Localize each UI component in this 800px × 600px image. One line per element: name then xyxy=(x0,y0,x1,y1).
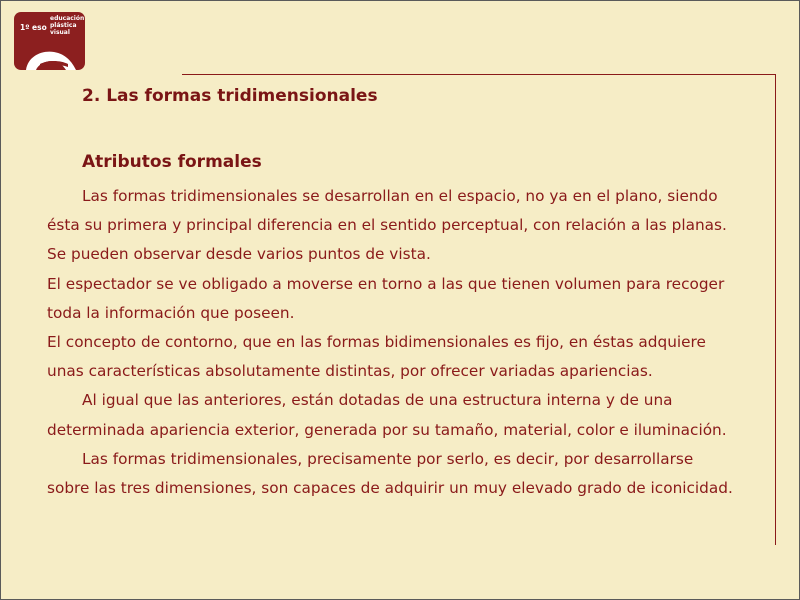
paragraph-line: Al igual que las anteriores, están dotadas de una estructura interna y de una xyxy=(82,391,673,410)
logo-line: visual xyxy=(50,29,70,36)
paragraph-line: El concepto de contorno, que en las formas bidimensionales es fijo, en éstas adquiere xyxy=(47,332,706,351)
paragraph-line: determinada apariencia exterior, generada por su tamaño, material, color e iluminación. xyxy=(47,420,727,439)
body-text xyxy=(47,182,775,503)
paragraph-line: Se pueden observar desde varios puntos de vista. xyxy=(47,245,431,264)
logo-line: plástica xyxy=(50,22,77,29)
paragraph-line: toda la información que poseen. xyxy=(47,303,295,322)
logo-text xyxy=(50,15,84,36)
subsection-title: Atributos formales xyxy=(82,152,262,172)
paragraph-line: ésta su primera y principal diferencia en el sentido perceptual, con relación a las planas. xyxy=(47,216,727,235)
paragraph-line: Las formas tridimensionales se desarrollan en el espacio, no ya en el plano, siendo xyxy=(82,187,718,205)
paragraph-line: sobre las tres dimensiones, son capaces de adquirir un muy elevado grado de iconicidad. xyxy=(47,478,733,497)
top-rule-divider xyxy=(182,74,775,75)
logo-line: educación xyxy=(50,15,85,22)
paragraph-line: unas características absolutamente distintas, por ofrecer variadas apariencias. xyxy=(47,362,653,381)
paragraph-line: El espectador se ve obligado a moverse en torno a las que tienen volumen para recoger xyxy=(47,274,725,293)
course-logo xyxy=(14,12,85,70)
logo-course-label: 1º eso xyxy=(20,23,47,32)
right-rule-divider xyxy=(775,74,776,545)
paragraph-line: Las formas tridimensionales, precisamente por serlo, es decir, por desarrollarse xyxy=(82,449,694,468)
section-title: 2. Las formas tridimensionales xyxy=(82,86,378,106)
